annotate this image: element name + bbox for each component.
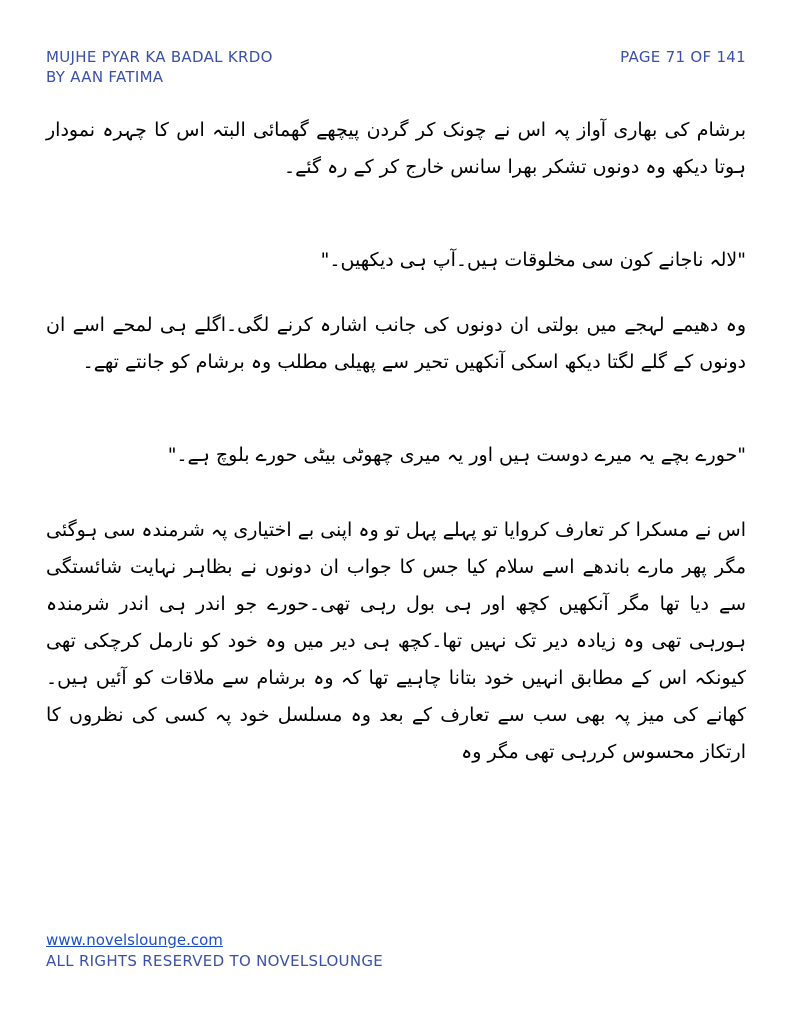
paragraph: برشام کی بھاری آواز پہ اس نے چونک کر گردن پیچھے گھمائی البتہ اس کا چہرہ نمودار ہوتا دیکھ وہ دونوں تشکر بھرا سانس خارج کر کے رہ گئے۔ (46, 119, 746, 178)
author-line: BY AAN FATIMA (46, 68, 164, 86)
dialogue-paragraph: "حورے بچے یہ میرے دوست ہیں اور یہ میری چھوٹی بیٹی حورے بلوچ ہے۔" (167, 444, 746, 466)
paragraph: اس نے مسکرا کر تعارف کروایا تو پہلے پہل تو وہ اپنی بے اختیاری پہ شرمندہ سی ہوگئی مگر پھر مارے باندھے اسے سلام کیا جس کا جواب ان دونوں نے بظاہر نہایت شائستگی سے دیا تھا مگر آنکھیں کچھ اور ہی بول رہی تھی۔حورے جو اندر ہی اندر شرمندہ ہورہی تھی وہ زیادہ دیر تک نہیں تھا۔کچھ ہی دیر میں وہ خود کو نارمل کرچکی تھی کیونکہ اس کے مطابق انہیں خود بتانا چاہیے تھا کہ وہ برشام سے ملاقات کو آئیں ہیں۔کھانے کی میز پہ بھی سب سے تعارف کے بعد وہ مسلسل خود پہ کسی کی نظروں کا ارتکاز محسوس کررہی تھی مگر وہ (46, 519, 746, 763)
page-indicator: PAGE 71 OF 141 (620, 48, 746, 66)
paragraph: وہ دھیمے لہجے میں بولتی ان دونوں کی جانب اشارہ کرنے لگی۔اگلے ہی لمحے اسے ان دونوں کے گلے لگتا دیکھ اسکی آنکھیں تحیر سے پھیلی مطلب وہ برشام کو جانتے تھے۔ (46, 314, 746, 373)
rights-notice: ALL RIGHTS RESERVED TO NOVELSLOUNGE (46, 952, 384, 970)
page-footer (46, 930, 546, 972)
dialogue-paragraph: "لالہ ناجانے کون سی مخلوقات ہیں۔آپ ہی دیکھیں۔" (320, 249, 746, 271)
website-link[interactable]: www.novelslounge.com (46, 931, 223, 949)
book-title: MUJHE PYAR KA BADAL KRDO (46, 48, 273, 66)
